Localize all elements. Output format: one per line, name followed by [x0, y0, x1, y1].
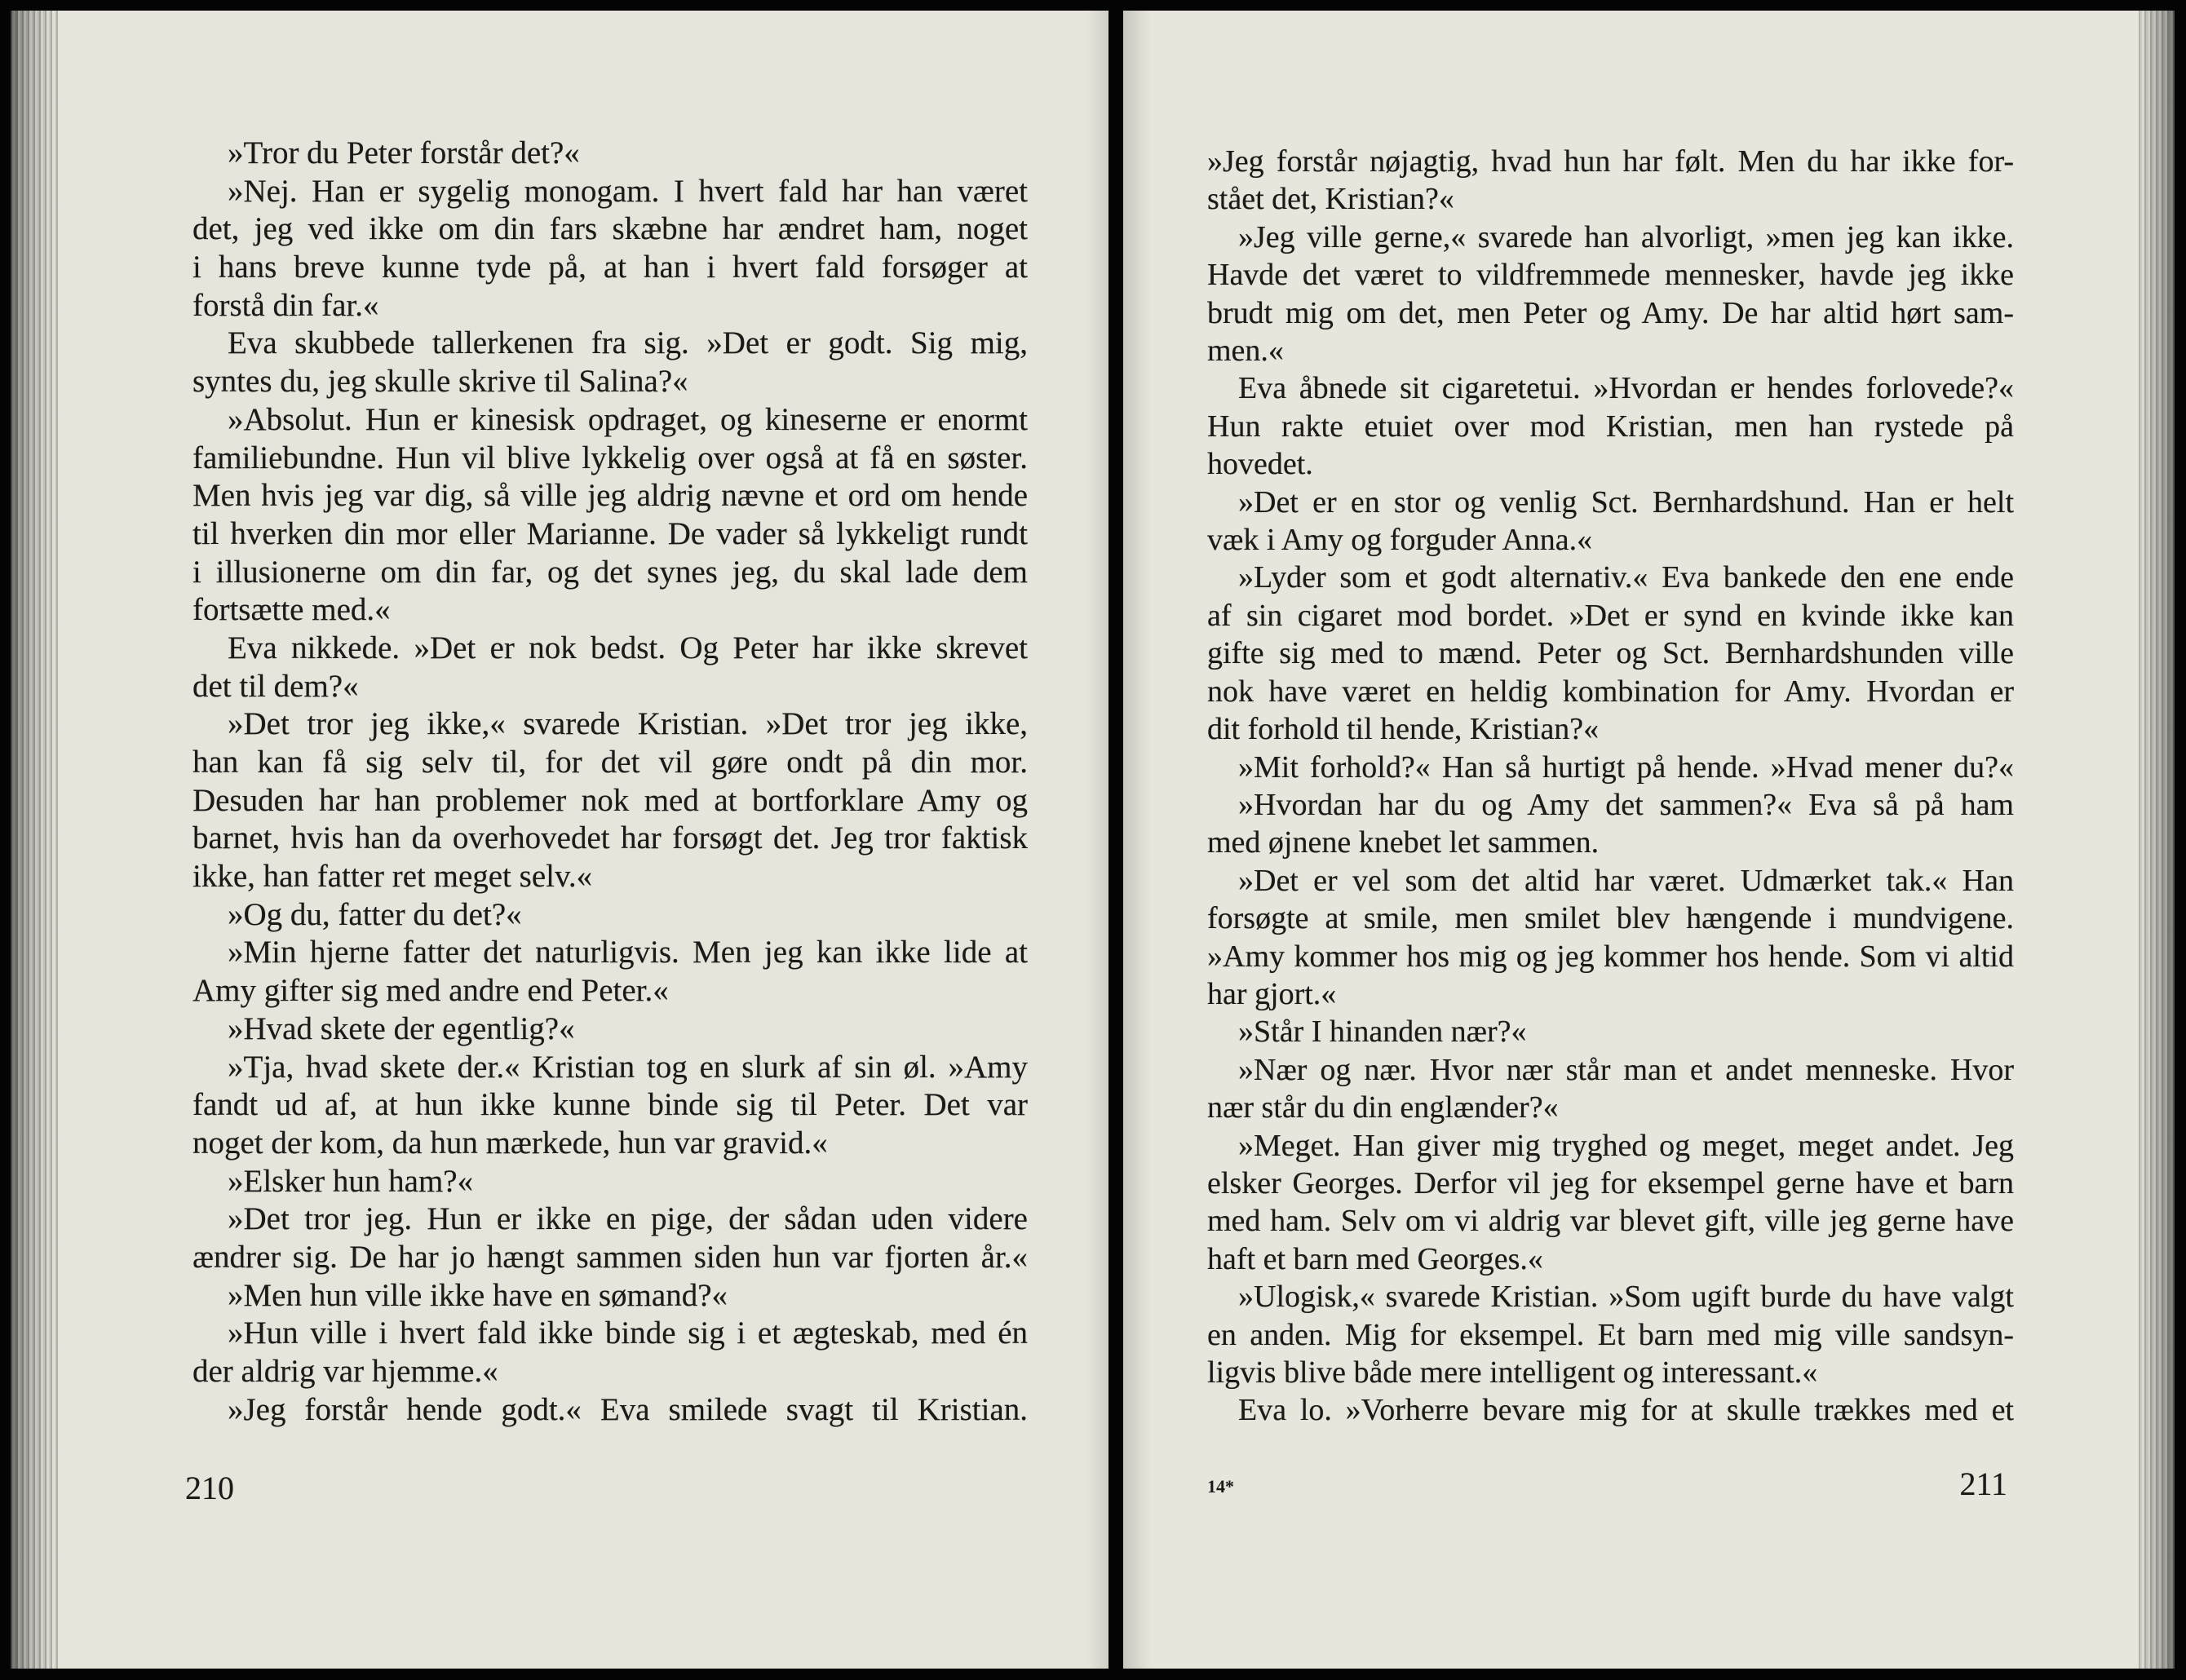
text-line: ændrer sig. De har jo hængt sammen siden hun var fjorten år.« [192, 1239, 1028, 1275]
text-line: »Elsker hun ham?« [228, 1163, 474, 1199]
text-line: »Det er vel som det altid har været. Udmærket tak.« Han [1238, 863, 2014, 898]
text-line: »Det tror jeg ikke,« svarede Kristian. »Det tror jeg ikke, [228, 706, 1028, 742]
text-line: »Jeg forstår nøjagtig, hvad hun har følt. Men du har ikke for- [1207, 144, 2014, 179]
page-number-left: 210 [185, 1470, 234, 1506]
text-line: Eva nikkede. »Det er nok bedst. Og Peter har ikke skrevet [228, 630, 1028, 665]
text-line: forstå din far.« [192, 287, 379, 323]
text-line: stået det, Kristian?« [1207, 182, 1454, 217]
text-line: væk i Amy og forguder Anna.« [1207, 523, 1593, 558]
text-line: han kan få sig selv til, for det vil gøre ondt på din mor. [192, 745, 1028, 780]
text-line: haft et barn med Georges.« [1207, 1241, 1543, 1276]
text-line: Amy gifter sig med andre end Peter.« [192, 973, 669, 1009]
text-line: »Det tror jeg. Hun er ikke en pige, der sådan uden videre [228, 1201, 1028, 1237]
text-line: elsker Georges. Derfor vil jeg for eksempel gerne have et barn [1207, 1165, 2014, 1200]
text-line: en anden. Mig for eksempel. Et barn med mig ville sandsyn- [1207, 1317, 2014, 1352]
page-edge [11, 11, 58, 1669]
text-line: »Og du, fatter du det?« [228, 896, 522, 932]
text-line: syntes du, jeg skulle skrive til Salina?« [192, 364, 688, 400]
text-line: »Hun ville i hvert fald ikke binde sig i et ægteskab, med én [228, 1315, 1028, 1351]
signature-mark: 14* [1207, 1476, 1234, 1497]
page-edge [2137, 11, 2175, 1669]
text-line: af sin cigaret mod bordet. »Det er synd en kvinde ikke kan [1207, 598, 2014, 633]
text-line: med ham. Selv om vi aldrig var blevet gift, ville jeg gerne have [1207, 1204, 2014, 1239]
text-line: »Meget. Han giver mig tryghed og meget, meget andet. Jeg [1238, 1128, 2014, 1163]
text-line: »Tror du Peter forstår det?« [228, 135, 580, 170]
text-line: det, jeg ved ikke om din fars skæbne har ændret ham, noget [192, 211, 1028, 247]
text-line: gifte sig med to mænd. Peter og Sct. Bernhardshunden ville [1207, 636, 2014, 671]
left-page-text [192, 135, 1028, 1429]
text-line: »Jeg ville gerne,« svarede han alvorligt, »men jeg kan ikke. [1238, 219, 2014, 254]
text-line: nær står du din englænder?« [1207, 1090, 1559, 1125]
text-line: hovedet. [1207, 447, 1313, 482]
text-line: men.« [1207, 334, 1284, 369]
text-line: Desuden har han problemer nok med at bortforklare Amy og [192, 782, 1028, 818]
page-number-right: 211 [1959, 1466, 2007, 1502]
text-line: familiebundne. Hun vil blive lykkelig over også at få en søster. [192, 440, 1028, 475]
text-line: brudt mig om det, men Peter og Amy. De har altid hørt sam- [1207, 295, 2014, 330]
text-line: »Nær og nær. Hvor nær står man et andet menneske. Hvor [1238, 1052, 2014, 1087]
left-page [11, 11, 1108, 1669]
text-line: barnet, hvis han da overhovedet har forsøgt det. Jeg tror faktisk [192, 820, 1028, 856]
text-line: »Nej. Han er sygelig monogam. I hvert fald har han været [228, 173, 1028, 209]
right-page [1123, 11, 2175, 1669]
text-line: med øjnene knebet let sammen. [1207, 825, 1600, 860]
text-line: »Ulogisk,« svarede Kristian. »Som ugift burde du have valgt [1238, 1280, 2014, 1315]
text-line: ikke, han fatter ret meget selv.« [192, 859, 593, 895]
text-line: i hans breve kunne tyde på, at han i hvert fald forsøger at [192, 250, 1028, 285]
text-line: noget der kom, da hun mærkede, hun var gravid.« [192, 1125, 828, 1161]
text-line: der aldrig var hjemme.« [192, 1354, 498, 1389]
text-line: fortsætte med.« [192, 592, 391, 628]
right-page-text [1207, 143, 2014, 1430]
text-line: i illusionerne om din far, og det synes jeg, du skal lade dem [192, 554, 1028, 590]
text-line: fandt ud af, at hun ikke kunne binde sig til Peter. Det var [192, 1087, 1028, 1123]
text-line: »Hvad skete der egentlig?« [228, 1010, 575, 1046]
text-line: »Hvordan har du og Amy det sammen?« Eva så på ham [1238, 787, 2014, 822]
text-line: Eva skubbede tallerkenen fra sig. »Det er godt. Sig mig, [228, 325, 1028, 361]
text-line: forsøgte at smile, men smilet blev hængende i mundvigene. [1207, 901, 2014, 936]
text-line: Havde det været to vildfremmede mennesker, havde jeg ikke [1207, 258, 2014, 293]
text-line: »Absolut. Hun er kinesisk opdraget, og kineserne er enormt [228, 401, 1028, 437]
text-line: har gjort.« [1207, 976, 1337, 1011]
text-line: ligvis blive både mere intelligent og interessant.« [1207, 1355, 1818, 1390]
text-line: »Men hun ville ikke have en sømand?« [228, 1277, 728, 1313]
text-line: »Det er en stor og venlig Sct. Bernhardshund. Han er helt [1238, 484, 2014, 519]
text-line: det til dem?« [192, 668, 359, 704]
gutter-shadow [1087, 11, 1108, 1669]
text-line: »Amy kommer hos mig og jeg kommer hos hende. Som vi altid [1207, 939, 2014, 974]
text-line: nok have været en heldig kombination for Amy. Hvordan er [1207, 674, 2014, 709]
text-line: »Tja, hvad skete der.« Kristian tog en slurk af sin øl. »Amy [228, 1049, 1028, 1085]
text-line: til hverken din mor eller Marianne. De vader så lykkeligt rundt [192, 515, 1028, 551]
text-line: »Mit forhold?« Han så hurtigt på hende. »Hvad mener du?« [1238, 749, 2014, 785]
text-line: dit forhold til hende, Kristian?« [1207, 712, 1600, 747]
text-line: Eva lo. »Vorherre bevare mig for at skulle trækkes med et [1238, 1393, 2014, 1428]
text-line: »Lyder som et godt alternativ.« Eva bankede den ene ende [1238, 560, 2014, 595]
text-line: Eva åbnede sit cigaretetui. »Hvordan er hendes forlovede?« [1238, 371, 2014, 406]
text-line: »Står I hinanden nær?« [1238, 1015, 1527, 1050]
text-line: Men hvis jeg var dig, så ville jeg aldrig nævne et ord om hende [192, 478, 1028, 514]
text-line: »Min hjerne fatter det naturligvis. Men jeg kan ikke lide at [228, 935, 1028, 970]
text-line: Hun rakte etuiet over mod Kristian, men han rystede på [1207, 409, 2014, 444]
gutter-shadow [1123, 11, 1151, 1669]
text-line: »Jeg forstår hende godt.« Eva smilede svagt til Kristian. [228, 1391, 1028, 1427]
